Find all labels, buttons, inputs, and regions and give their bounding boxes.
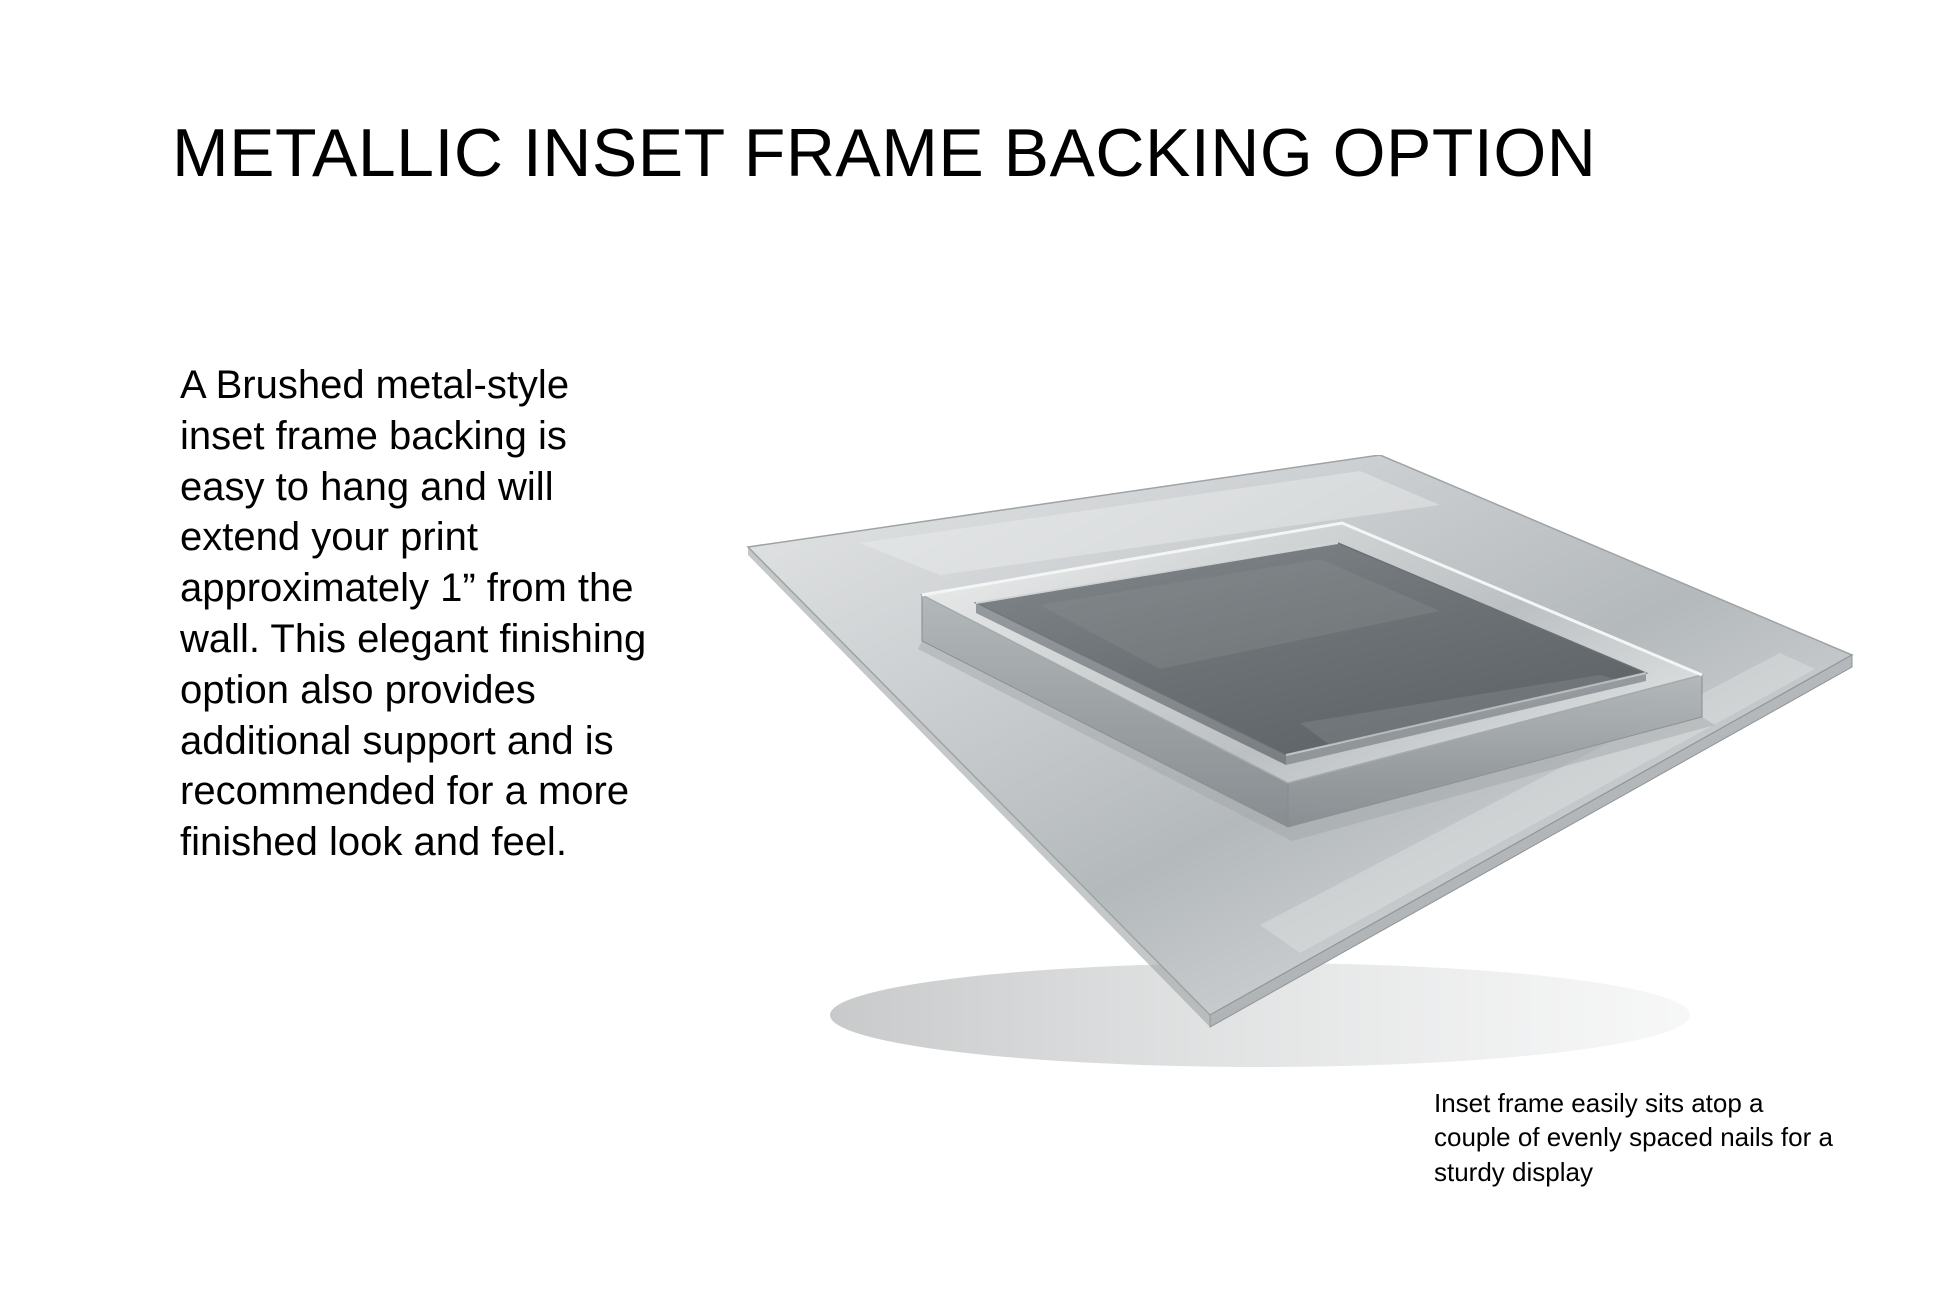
metallic-inset-frame-photo	[740, 455, 1860, 1095]
body-paragraph: A Brushed metal-style inset frame backing is easy to hang and will extend your print approximately 1” from the wall. This elegant finishing option also provides additional support and is recommended for a more finished look and feel.	[180, 363, 647, 865]
page-title: METALLIC INSET FRAME BACKING OPTION	[172, 115, 1597, 191]
illustration-caption: Inset frame easily sits atop a couple of evenly spaced nails for a sturdy display	[1434, 1088, 1833, 1187]
